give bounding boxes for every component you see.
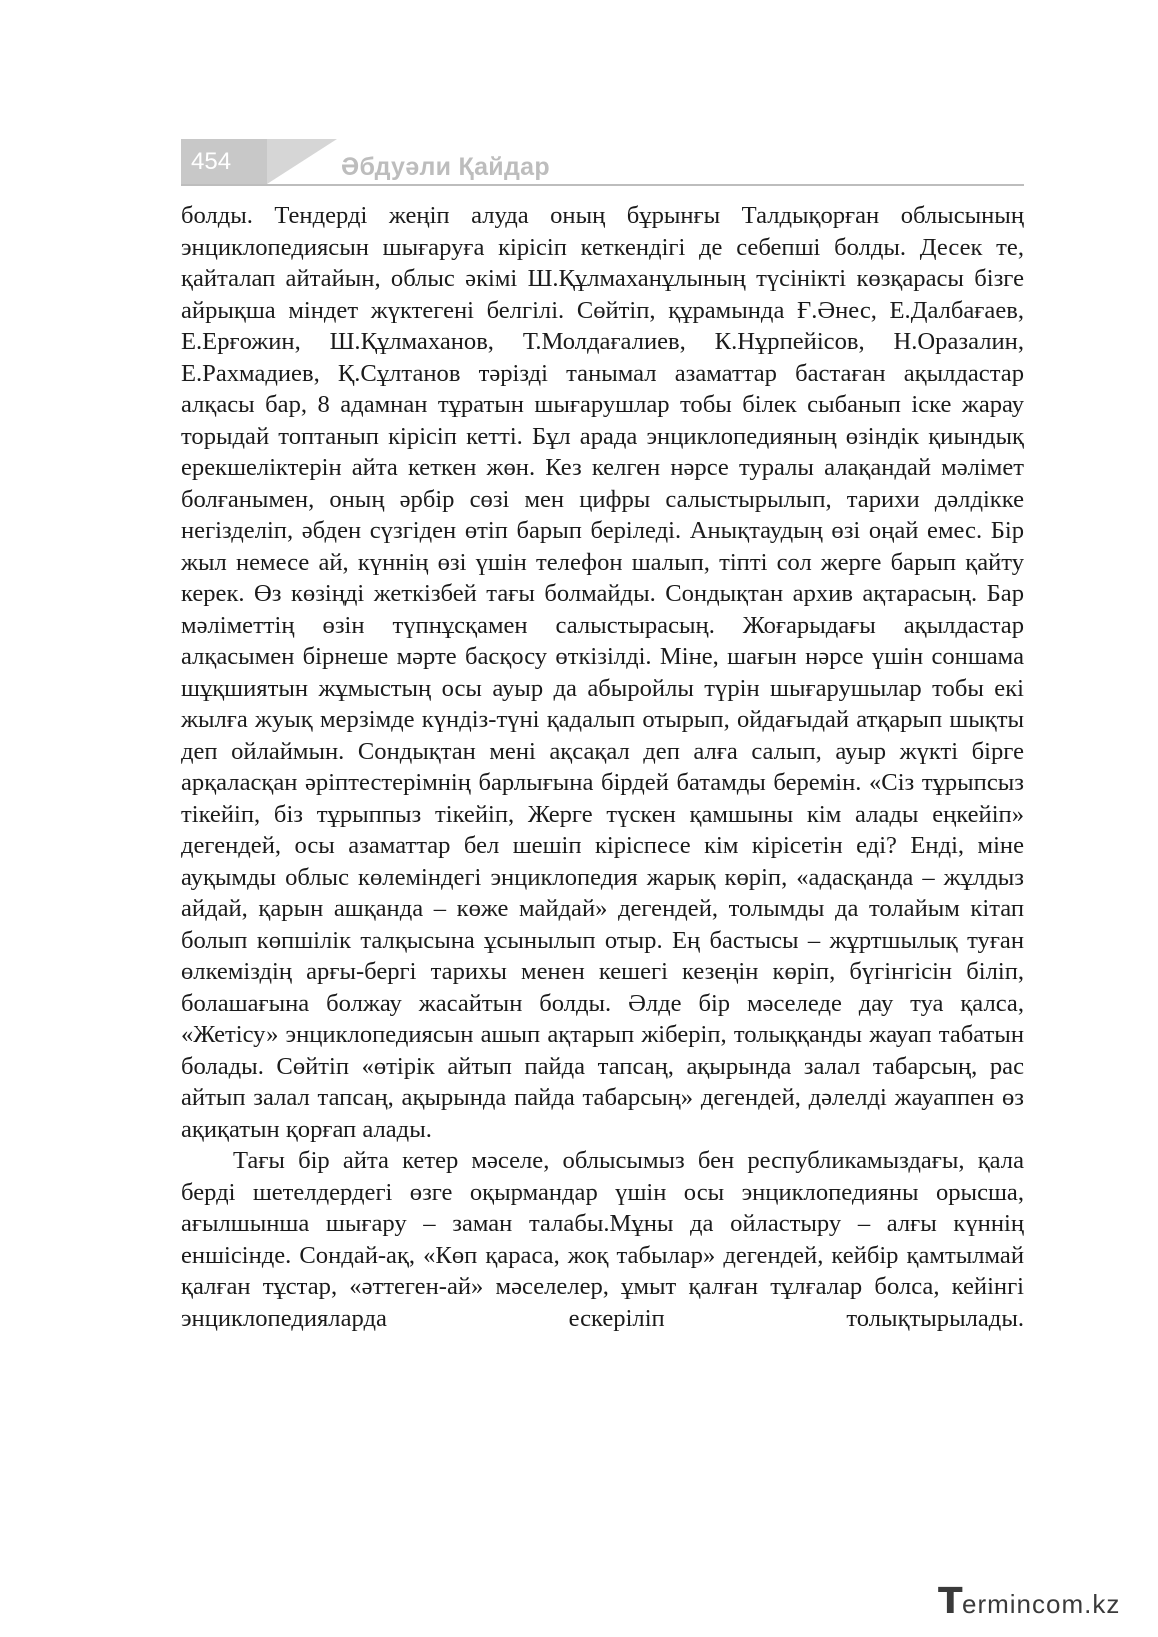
running-header — [181, 139, 1024, 189]
header-rule — [181, 184, 1024, 186]
site-watermark-logo — [938, 1582, 1138, 1622]
watermark-text: ermincom.kz — [962, 1589, 1121, 1619]
running-author: Әбдуәли Қайдар — [341, 153, 550, 181]
body-paragraph-1: болды. Тендерді жеңіп алуда оның бұрынғы Талдықорған облысының энциклопедиясын шығаруға кірісіп кеткендігі де себепші болды. Десек те, қайталап айтайын, облыс әкімі Ш.Құлмаханұлының түсінікті көзқарасы бізге айрықша міндет жүктегені белгілі. Сөйтіп, құрамында Ғ.Әнес, Е.Далбағаев, Е.Ерғожин, Ш.Құлмаханов, Т.Молдағалиев, К.Нұрпейісов, Н.Оразалин, Е.Рахмадиев, Қ.Сұлтанов тәрізді танымал азаматтар бастаған ақылдастар алқасы бар, 8 адамнан тұратын шығарушлар тобы білек сыбанып іске жарау торыдай топтанып кірісіп кетті. Бұл арада энциклопедияның өзіндік қиындық ерекшеліктерін айта кеткен жөн. Кез келген нәрсе туралы алақандай мәлімет болғанымен, оның әрбір сөзі мен цифры салыстырылып, тарихи дәлдікке негізделіп, әбден сүзгіден өтіп барып беріледі. Анықтаудың өзі оңай емес. Бір жыл немесе ай, күннің өзі үшін телефон шалып, тіпті сол жерге барып қайту керек. Өз көзіңді жеткізбей тағы болмайды. Сондықтан архив ақтарасың. Бар мәліметтің өзін түпнұсқамен салыстырасың. Жоғарыдағы ақылдастар алқасымен бірнеше мәрте басқосу өткізілді. Міне, шағын нәрсе үшін соншама шұқшиятын жұмыстың осы ауыр да абыройлы түрін шығарушылар тобы екі жылға жуық мерзімде күндіз-түні қадалып отырып, ойдағыдай атқарып шықты деп ойлаймын. Сондықтан мені ақсақал деп алға салып, ауыр жүкті бірге арқаласқан әріптестерімнің барлығына бірдей батамды беремін. «Сіз тұрыпсыз тікейіп, біз тұрыппыз тікейіп, Жерге түскен қамшыны кім алады еңкейіп» дегендей, осы азаматтар бел шешіп кіріспесе кім кірісетін еді? Енді, міне ауқымды облыс көлеміндегі энциклопедия жарық көріп, «адасқанда – жұлдыз айдай, қарын ашқанда – көже майдай» дегендей, толымды да толайым кітап болып көпшілік талқысына ұсынылып отыр. Ең бастысы – жұртшылық туған өлкеміздің арғы-бергі тарихы менен кешегі кезеңін көріп, бүгінгісін біліп, болашағына болжау жасайтын болды. Әлде бір мәселеде дау туа қалса, «Жетісу» энциклопедиясын ашып ақтарып жіберіп, толыққанды жауап табатын болады. Сөйтіп «өтірік айтып пайда тапсаң, ақырында залал табарсың, рас айтып залал тапсаң, ақырында пайда табарсың» дегендей, дәлелді жауаппен өз ақиқатын қорғап алады. — [181, 202, 1024, 1143]
body-paragraph-2: Тағы бір айта кетер мәселе, облысымыз бен республикамыздағы, қала берді шетелдердегі өзге оқырмандар үшін осы энциклопедияны орысша, ағылшынша шығару – заман талабы.Мұны да ойластыру – алғы күннің еншісінде. Сондай-ақ, «Көп қараса, жоқ табылар» дегендей, кейбір қамтылмай қалған тұстар, «әттеген-ай» мәселелер, ұмыт қалған тұлғалар болса, кейінгі энциклопедияларда ескеріліп толықтырылады. — [181, 1147, 1024, 1332]
watermark-initial: T — [938, 1581, 963, 1622]
page-tab-wedge — [267, 139, 337, 184]
page-body — [181, 200, 1024, 1334]
page-number: 454 — [181, 139, 267, 184]
